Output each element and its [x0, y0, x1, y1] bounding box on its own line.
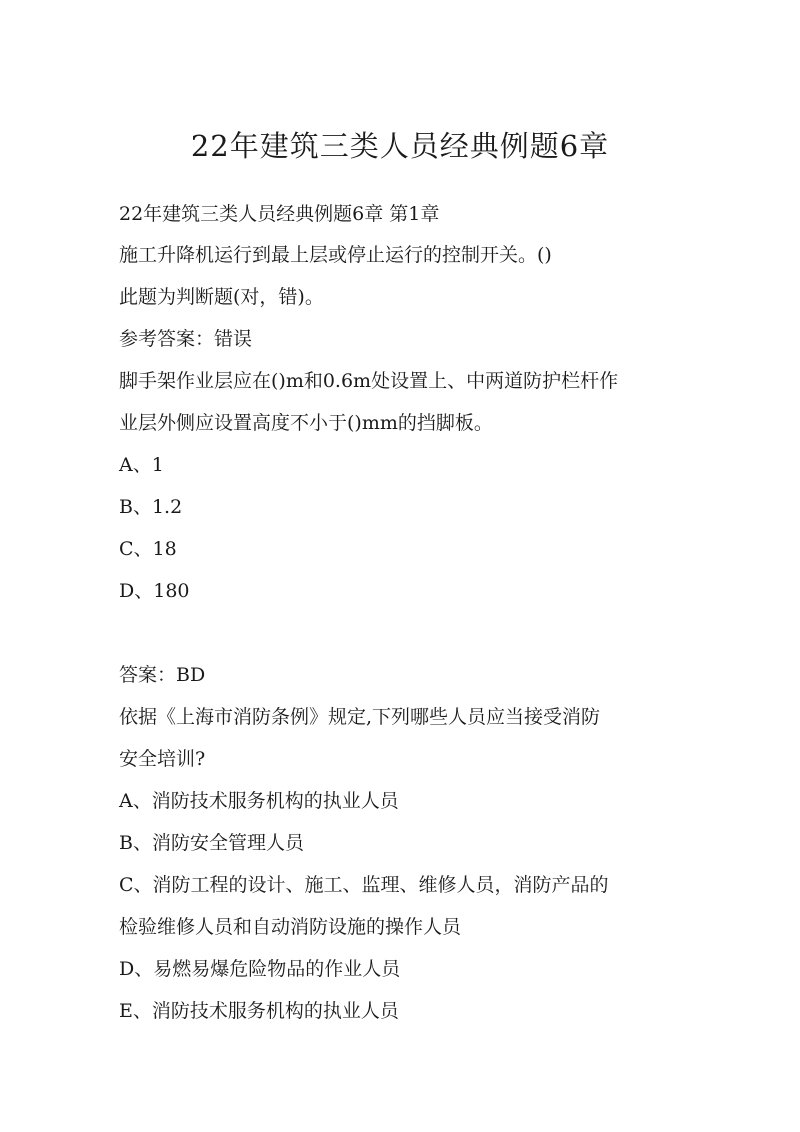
question-2-text-cont: 业层外侧应设置高度不小于()mm的挡脚板。 [119, 412, 493, 434]
question-3-option-b: B、消防安全管理人员 [119, 832, 304, 854]
question-3-text-cont: 安全培训? [119, 748, 206, 770]
chapter-heading: 22年建筑三类人员经典例题6章 第1章 [119, 203, 440, 225]
question-3-option-d: D、易燃易爆危险物品的作业人员 [119, 958, 401, 980]
question-3-option-e: E、消防技术服务机构的执业人员 [119, 1000, 399, 1022]
question-2-option-a: A、1 [119, 454, 164, 476]
question-2-text: 脚手架作业层应在()m和0.6m处设置上、中两道防护栏杆作 [119, 370, 619, 392]
question-3-text: 依据《上海市消防条例》规定,下列哪些人员应当接受消防 [119, 706, 601, 728]
document-title: 22年建筑三类人员经典例题6章 [190, 129, 610, 163]
question-1-type: 此题为判断题(对，错)。 [119, 286, 324, 308]
question-2-option-b: B、1.2 [119, 496, 183, 518]
question-2-option-c: C、18 [119, 538, 177, 560]
question-3-option-a: A、消防技术服务机构的执业人员 [119, 790, 399, 812]
question-1-text: 施工升降机运行到最上层或停止运行的控制开关。() [119, 244, 552, 266]
question-2-answer: 答案：BD [119, 664, 206, 686]
question-3-option-c-cont: 检验维修人员和自动消防设施的操作人员 [119, 916, 462, 938]
question-2-option-d: D、180 [119, 580, 190, 602]
question-3-option-c: C、消防工程的设计、施工、监理、维修人员，消防产品的 [119, 874, 609, 896]
question-1-answer: 参考答案：错误 [119, 328, 253, 350]
